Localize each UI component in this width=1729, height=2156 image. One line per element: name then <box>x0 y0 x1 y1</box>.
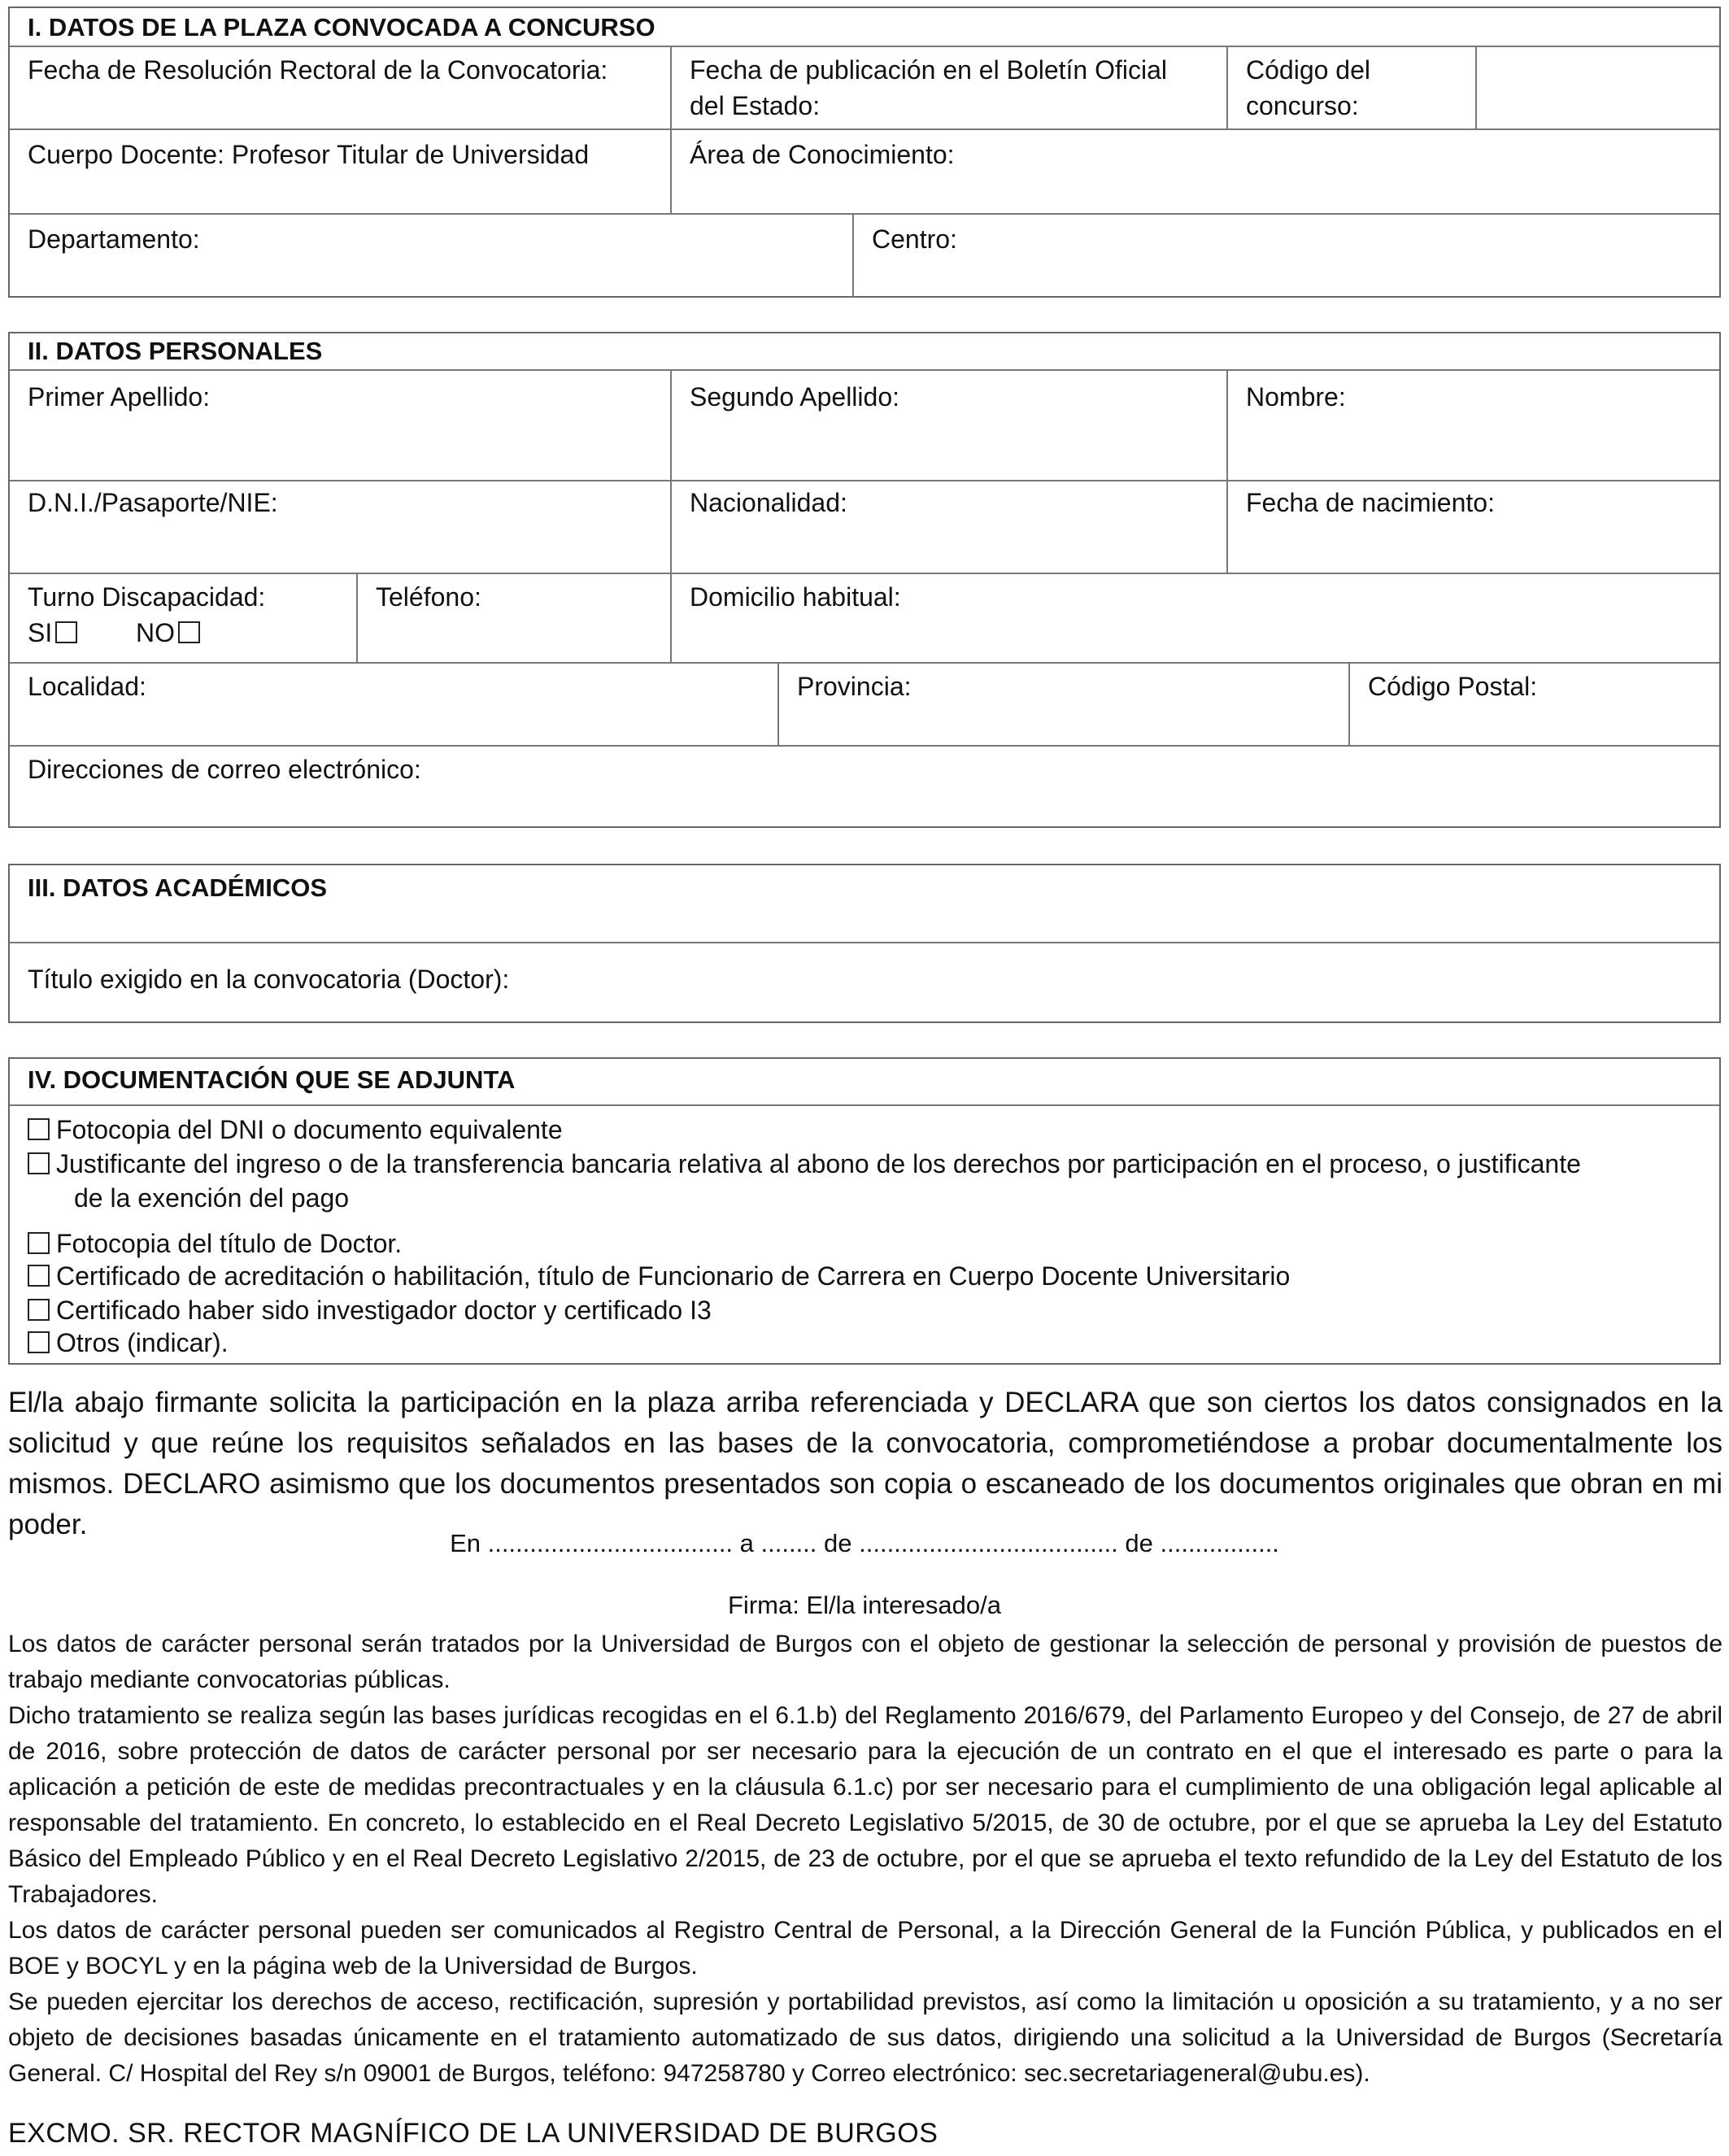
si-label: SI <box>28 618 53 647</box>
provincia-field[interactable] <box>797 669 912 704</box>
doc-checkbox-otros[interactable] <box>28 1331 50 1353</box>
localidad-field[interactable] <box>28 669 146 704</box>
doc-checkbox-dni[interactable] <box>28 1118 50 1140</box>
doc-checkbox-acreditacion[interactable] <box>28 1265 50 1287</box>
section-plaza <box>8 7 1721 298</box>
primer-apellido-field[interactable] <box>28 379 210 415</box>
addressee: EXCMO. SR. RECTOR MAGNÍFICO DE LA UNIVERSIDAD DE BURGOS <box>8 2118 939 2149</box>
place-date-line[interactable]: En ................................... a ........ de ..................................... de ................. <box>450 1529 1279 1557</box>
no-checkbox[interactable] <box>178 621 200 643</box>
cuerpo-docente-label: Cuerpo Docente: Profesor Titular de Universidad <box>28 140 590 169</box>
doc-label-titulo-doctor: Fotocopia del título de Doctor. <box>56 1229 403 1258</box>
dni-label: D.N.I./Pasaporte/NIE: <box>28 488 278 517</box>
signature-label: Firma: El/la interesado/a <box>728 1591 1001 1619</box>
domicilio-label: Domicilio habitual: <box>690 582 901 612</box>
section-personales <box>8 332 1721 828</box>
provincia-label: Provincia: <box>797 672 912 701</box>
nombre-label: Nombre: <box>1246 382 1346 412</box>
codigo-concurso-label-line1: Código del <box>1246 55 1370 85</box>
doc-label-justificante-cont: de la exención del pago <box>74 1183 350 1213</box>
area-conocimiento-label: Área de Conocimiento: <box>690 140 955 169</box>
nacionalidad-field[interactable] <box>690 485 847 520</box>
doc-checkbox-titulo-doctor[interactable] <box>28 1232 50 1254</box>
localidad-label: Localidad: <box>28 672 146 701</box>
legal-paragraph: Los datos de carácter personal serán tratados por la Universidad de Burgos con el objeto de gestionar la selección de personal y provisión de puestos de trabajo mediante convocatorias públicas. <box>8 1631 1722 1693</box>
turno-discapacidad-field <box>28 579 265 651</box>
email-label: Direcciones de correo electrónico: <box>28 755 421 784</box>
doc-item-i3 <box>28 1293 1703 1327</box>
fecha-nacimiento-field[interactable] <box>1246 485 1495 520</box>
doc-label-dni: Fotocopia del DNI o documento equivalente <box>56 1115 563 1144</box>
telefono-label: Teléfono: <box>376 582 481 612</box>
doc-label-i3: Certificado haber sido investigador doctor y certificado I3 <box>56 1296 712 1325</box>
nombre-field[interactable] <box>1246 379 1346 415</box>
departamento-label: Departamento: <box>28 224 200 254</box>
section-personales-title: II. DATOS PERSONALES <box>28 337 323 365</box>
doc-item-justificante <box>28 1147 1703 1215</box>
fecha-publicacion-field[interactable] <box>690 52 1167 124</box>
turno-discapacidad-label: Turno Discapacidad: <box>28 582 266 612</box>
no-label: NO <box>136 618 176 647</box>
cuerpo-docente-field <box>28 137 589 172</box>
legal-paragraph: Dicho tratamiento se realiza según las bases jurídicas recogidas en el 6.1.b) del Reglamento 2016/679, del Parlamento Europeo y del Consejo, de 27 de abril de 2016, sobre protección de datos de carácter personal por ser necesario para la ejecución de un contrato en el que el interesado es parte o para la aplicación a petición de este de medidas precontractuales y en la cláusula 6.1.c) por ser necesario para el cumplimiento de una obligación legal aplicable al responsable del tratamiento. En concreto, lo establecido en el Real Decreto Legislativo 5/2015, de 30 de octubre, por el que se aprueba la Ley del Estatuto Básico del Empleado Público y en el Real Decreto Legislativo 2/2015, de 23 de octubre, por el que se aprueba el texto refundido de la Ley del Estatuto de los Trabajadores. <box>8 1702 1722 1908</box>
titulo-exigido-label: Título exigido en la convocatoria (Doctor): <box>28 965 510 994</box>
telefono-field[interactable] <box>376 579 481 615</box>
doc-checkbox-i3[interactable] <box>28 1299 50 1321</box>
doc-item-otros <box>28 1326 1703 1360</box>
doc-item-acreditacion <box>28 1259 1703 1293</box>
fecha-nacimiento-label: Fecha de nacimiento: <box>1246 488 1495 517</box>
section-documentacion <box>8 1057 1721 1365</box>
doc-item-dni <box>28 1113 1703 1147</box>
segundo-apellido-label: Segundo Apellido: <box>690 382 899 412</box>
section-academicos-title: III. DATOS ACADÉMICOS <box>28 873 328 902</box>
domicilio-field[interactable] <box>690 579 901 615</box>
fecha-resolucion-field[interactable] <box>28 52 608 88</box>
nacionalidad-label: Nacionalidad: <box>690 488 847 517</box>
titulo-exigido-field[interactable] <box>28 961 509 997</box>
legal-paragraph: Se pueden ejercitar los derechos de acceso, rectificación, supresión y portabilidad previstos, así como la limitación u oposición a su tratamiento, y a no ser objeto de decisiones basadas únicamente en el tratamiento automatizado de sus datos, dirigiendo una solicitud a la Universidad de Burgos (Secretaría General. C/ Hospital del Rey s/n 09001 de Burgos, teléfono: 947258780 y Correo electrónico: sec.secretariageneral@ubu.es). <box>8 1988 1722 2087</box>
codigo-concurso-input[interactable] <box>1477 47 1719 127</box>
codigo-concurso-label-line2: concurso: <box>1246 91 1359 120</box>
doc-item-titulo-doctor <box>28 1226 1703 1261</box>
doc-label-justificante: Justificante del ingreso o de la transferencia bancaria relativa al abono de los derechos por participación en el proceso, o justificante <box>56 1149 1581 1178</box>
section-academicos <box>8 864 1721 1023</box>
fecha-publicacion-label-line1: Fecha de publicación en el Boletín Oficial <box>690 55 1168 85</box>
legal-notice <box>8 1627 1722 2092</box>
email-field[interactable] <box>28 751 421 787</box>
fecha-publicacion-label-line2: del Estado: <box>690 91 821 120</box>
area-conocimiento-field[interactable] <box>690 137 955 172</box>
declaration-text: El/la abajo firmante solicita la participación en la plaza arriba referenciada y DECLARA que son ciertos los datos consignados en la solicitud y que reúne los requisitos señalados en las bases de la convocatoria, comprometiéndose a probar documentalmente los mismos. DECLARO asimismo que los documentos presentados son copia o escaneado de los documentos originales que obran en mi poder. <box>8 1387 1722 1540</box>
doc-checkbox-justificante[interactable] <box>28 1152 50 1174</box>
primer-apellido-label: Primer Apellido: <box>28 382 211 412</box>
departamento-field[interactable] <box>28 221 200 257</box>
codigo-postal-field[interactable] <box>1368 669 1537 704</box>
section-plaza-title: I. DATOS DE LA PLAZA CONVOCADA A CONCURSO <box>28 13 655 41</box>
doc-label-acreditacion: Certificado de acreditación o habilitación, título de Funcionario de Carrera en Cuerpo Docente Universitario <box>56 1261 1291 1291</box>
codigo-postal-label: Código Postal: <box>1368 672 1538 701</box>
centro-label: Centro: <box>872 224 957 254</box>
dni-field[interactable] <box>28 485 278 520</box>
section-documentacion-title: IV. DOCUMENTACIÓN QUE SE ADJUNTA <box>28 1065 516 1094</box>
legal-paragraph: Los datos de carácter personal pueden ser comunicados al Registro Central de Personal, a la Dirección General de la Función Pública, y publicados en el BOE y BOCYL y en la página web de la Universidad de Burgos. <box>8 1917 1722 1980</box>
segundo-apellido-field[interactable] <box>690 379 899 415</box>
centro-field[interactable] <box>872 221 957 257</box>
si-checkbox[interactable] <box>55 621 77 643</box>
codigo-concurso-label-cell <box>1246 52 1370 124</box>
doc-label-otros: Otros (indicar). <box>56 1328 229 1357</box>
fecha-resolucion-label: Fecha de Resolución Rectoral de la Convocatoria: <box>28 55 608 85</box>
